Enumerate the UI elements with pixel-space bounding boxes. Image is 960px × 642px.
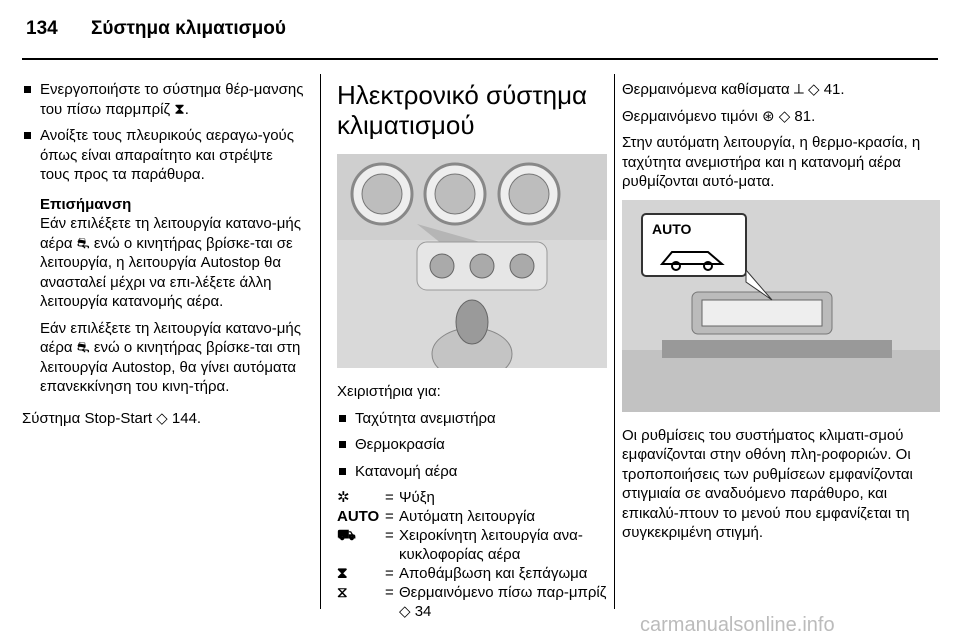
- list-item: Ανοίξτε τους πλευρικούς αεραγω-γούς όπως είναι απαραίτητο και στρέψτε τους προς τα παράθυρα.: [22, 126, 304, 185]
- auto-callout-label: AUTO: [652, 220, 692, 237]
- header-rule: [22, 58, 938, 60]
- watermark: carmanualsonline.info: [640, 614, 835, 636]
- display-info-paragraph: Οι ρυθμίσεις του συστήματος κλιματι-σμού εμφανίζονται στην οθόνη πλη-ροφοριών. Οι τροποποιήσεις των ρυθμίσεων εμφανίζονται στιγμιαία σε αναδυόμενο παράθυρο, και επικαλύ-πτουν το μενού που εμφανίζεται τη συγκεκριμένη στιγμή.: [622, 426, 913, 541]
- column-2: [337, 80, 607, 621]
- list-item: Ενεργοποιήστε το σύστημα θέρ-μανσης του πίσω παρμπρίζ ⧗.: [22, 80, 304, 119]
- auto-mode-paragraph: Στην αυτόματη λειτουργία, η θερμο-κρασία, η ταχύτητα ανεμιστήρα και η κατανομή αέρα ρυθμίζονται αυτό-ματα.: [622, 134, 921, 190]
- auto-label: AUTO: [337, 508, 380, 525]
- bullet-icon: [339, 415, 346, 422]
- note-paragraph-1: Εάν επιλέξετε τη λειτουργία κατανο-μής αέρα ⛐ ενώ ο κινητήρας βρίσκε-ται σε λειτουργία, η λειτουργία Autostop θα ανασταλεί μέχρι να επι-λέξετε άλλη λειτουργία κατανομής αέρα.: [40, 215, 301, 310]
- bullet-icon: [339, 468, 346, 475]
- rear-window-heat-icon: ⧖: [337, 584, 348, 601]
- controls-label: Χειριστήρια για:: [337, 383, 441, 400]
- table-row: ⧗ = Αποθάμβωση και ξεπάγωμα: [337, 565, 588, 582]
- recirculation-icon: ⛟: [337, 527, 356, 544]
- list-item: Κατανομή αέρα: [337, 462, 607, 482]
- info-display-illustration: [622, 200, 940, 412]
- heated-seats-ref: Θερμαινόμενα καθίσματα ⟂ ◇ 41.: [622, 81, 845, 98]
- cooling-icon: ✲: [337, 489, 350, 506]
- list-item: Ταχύτητα ανεμιστήρα: [337, 409, 607, 429]
- page-title: Σύστημα κλιματισμού: [90, 18, 286, 39]
- column-3: [622, 80, 940, 550]
- note-heading: Επισήμανση: [40, 195, 132, 213]
- list-item: Θερμοκρασία: [337, 435, 607, 455]
- column-divider-2: [614, 74, 615, 609]
- bullet-icon: [339, 441, 346, 448]
- column-1: [22, 80, 304, 435]
- note-paragraph-2: Εάν επιλέξετε τη λειτουργία κατανο-μής αέρα ⛐ ενώ ο κινητήρας βρίσκε-ται στη λειτουργία Autostop, θα γίνει αυτόματα επανεκκίνηση του κινη-τήρα.: [40, 319, 301, 395]
- table-row: AUTO = Αυτόματη λειτουργία: [337, 508, 536, 525]
- heated-steering-ref: Θερμαινόμενο τιμόνι ⊛ ◇ 81.: [622, 107, 816, 125]
- bullet-icon: [24, 132, 31, 139]
- table-row: ⛟ = Χειροκίνητη λειτουργία ανα-κυκλοφορίας αέρα: [337, 527, 583, 563]
- cross-reference: Σύστημα Stop-Start ◇ 144.: [22, 409, 202, 427]
- table-row: ✲ = Ψύξη: [337, 489, 435, 506]
- climate-control-panel-illustration: [337, 154, 607, 368]
- page-header: [26, 18, 286, 40]
- column-divider-1: [320, 74, 321, 609]
- section-title: Ηλεκτρονικό σύστημα κλιματισμού: [337, 80, 588, 140]
- defrost-icon: ⧗: [337, 565, 348, 582]
- page-number: 134: [26, 18, 58, 39]
- table-row: ⧖ = Θερμαινόμενο πίσω παρ-μπρίζ ◇ 34: [337, 584, 607, 620]
- bullet-icon: [24, 86, 31, 93]
- symbol-definitions: [337, 488, 607, 621]
